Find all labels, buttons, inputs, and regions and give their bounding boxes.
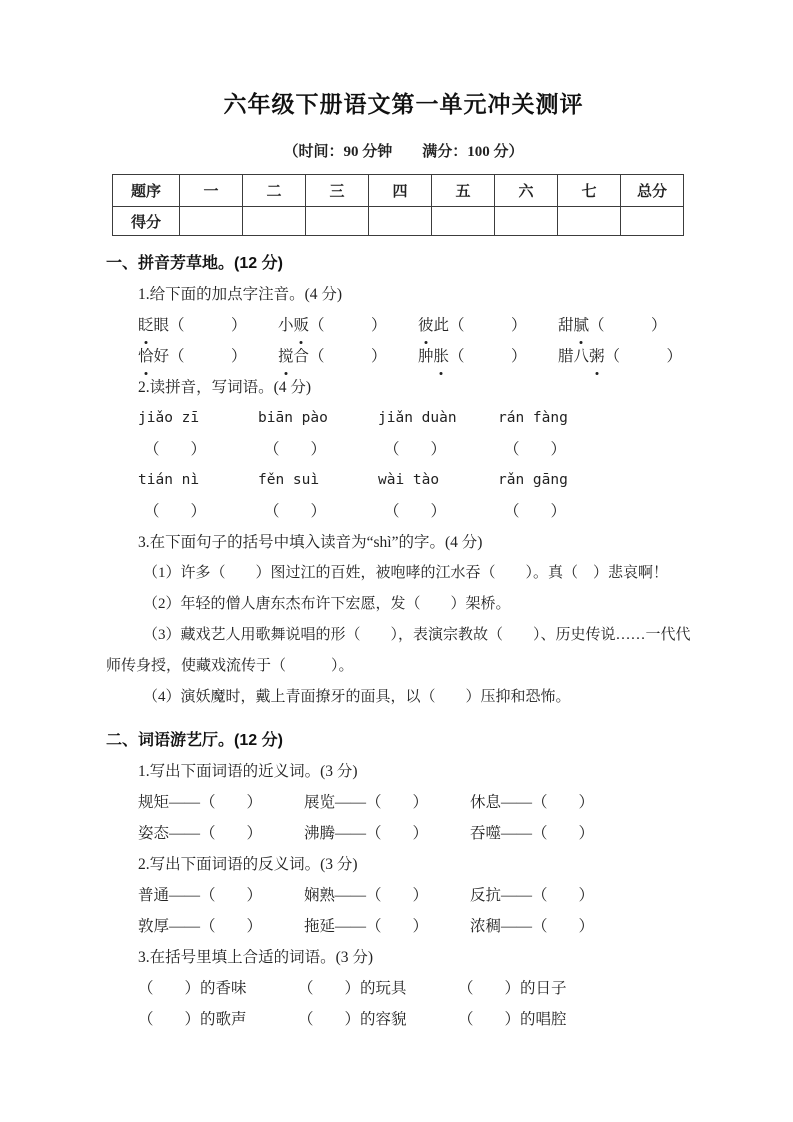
score-table-header-cell: 三 [306, 175, 369, 207]
score-table-header-cell: 五 [432, 175, 495, 207]
fill-word-item: （ ）的香味 [138, 980, 247, 997]
pinyin-row [138, 465, 701, 496]
word-item [418, 341, 558, 372]
page-subtitle: （时间：90 分钟 满分：100 分） [283, 144, 524, 160]
answer-blank: （ ） [169, 348, 247, 365]
answer-blank: （ ） [604, 348, 683, 365]
word-text: 好 [153, 348, 170, 365]
word-item [138, 341, 278, 372]
score-cell [432, 207, 495, 236]
section1-q1-label: 1.给下面的加点字注音。(4 分) [138, 286, 343, 303]
fill-word-item: （ ）的玩具 [298, 980, 407, 997]
fill-word-row [138, 973, 701, 1004]
answer-blank: （ ） [449, 348, 527, 365]
pinyin-blank-row [138, 434, 701, 465]
word-item [278, 341, 418, 372]
word-text: 肿 [418, 348, 434, 365]
score-table [112, 174, 684, 236]
dotted-char: 腻 [574, 310, 590, 341]
dotted-char: 胀 [434, 341, 450, 372]
score-cell [306, 207, 369, 236]
synonym-item: 吞噬——（ ） [470, 825, 595, 842]
fill-word-item: （ ）的唱腔 [458, 1011, 567, 1028]
fill-word-item: （ ）的歌声 [138, 1011, 247, 1028]
answer-blank: （ ） [309, 348, 387, 365]
answer-blank: （ ） [309, 317, 387, 334]
word-text: 小 [278, 317, 294, 334]
answer-blank: （ ） [264, 503, 327, 520]
synonym-item: 沸腾——（ ） [304, 825, 429, 842]
word-text: 合 [293, 348, 310, 365]
fill-word-item: （ ）的容貌 [298, 1011, 407, 1028]
answer-blank: （ ） [504, 503, 567, 520]
synonym-item: 展览——（ ） [304, 794, 429, 811]
word-item [138, 310, 278, 341]
score-cell [621, 207, 684, 236]
dotted-char: 贩 [294, 310, 310, 341]
pinyin-blank-row [138, 496, 701, 527]
score-table-header-cell: 六 [495, 175, 558, 207]
answer-blank: （ ） [384, 503, 447, 520]
pinyin-label: rán fàng [498, 410, 568, 426]
score-cell [495, 207, 558, 236]
antonym-item: 浓稠——（ ） [470, 918, 595, 935]
dotted-char: 眨 [138, 310, 154, 341]
synonym-item: 规矩——（ ） [138, 794, 263, 811]
pinyin-row [138, 403, 701, 434]
antonym-row [138, 911, 701, 942]
word-text: 甜 [558, 317, 574, 334]
word-item [558, 310, 667, 341]
answer-blank: （ ） [144, 503, 207, 520]
answer-blank: （ ） [264, 441, 327, 458]
pinyin-label: biān pào [258, 410, 328, 426]
question-sentence: （4）演妖魔时，戴上青面撩牙的面具，以（ ）压抑和恐怖。 [143, 689, 571, 705]
word-text: 眼 [153, 317, 170, 334]
page-title: 六年级下册语文第一单元冲关测评 [223, 91, 584, 117]
score-table-header-cell: 总分 [621, 175, 684, 207]
pinyin-label: wài tào [378, 472, 440, 488]
dotted-char: 彼 [418, 310, 434, 341]
score-table-header-row [113, 175, 684, 207]
section1-q3-label: 3.在下面句子的括号中填入读音为“shì”的字。(4 分) [138, 534, 483, 551]
dotted-char: 搅 [278, 341, 294, 372]
dotted-char: 恰 [138, 341, 154, 372]
score-table-score-row [113, 207, 684, 236]
fill-word-row [138, 1004, 701, 1035]
question-sentence: （2）年轻的僧人唐东杰布许下宏愿，发（ ）架桥。 [143, 596, 511, 612]
answer-blank: （ ） [169, 317, 247, 334]
word-item [278, 310, 418, 341]
score-row-label: 得分 [113, 207, 180, 236]
antonym-item: 娴熟——（ ） [304, 887, 429, 904]
antonym-item: 拖延——（ ） [304, 918, 429, 935]
section2-q1-label: 1.写出下面词语的近义词。(3 分) [138, 763, 358, 780]
pinyin-label: rǎn gāng [498, 472, 568, 488]
dotted-word-row [138, 310, 701, 341]
pinyin-label: jiǎn duàn [378, 410, 457, 426]
antonym-item: 普通——（ ） [138, 887, 263, 904]
score-table-header-cell: 二 [243, 175, 306, 207]
answer-blank: （ ） [504, 441, 567, 458]
fill-word-item: （ ）的日子 [458, 980, 567, 997]
question-sentence: （3）藏戏艺人用歌舞说唱的形（ ），表演宗教故（ ）、历史传说……一代代师传身授，使藏戏流传于（ ）。 [106, 627, 691, 674]
antonym-row [138, 880, 701, 911]
synonym-row [138, 818, 701, 849]
synonym-item: 姿态——（ ） [138, 825, 263, 842]
answer-blank: （ ） [384, 441, 447, 458]
synonym-item: 休息——（ ） [470, 794, 595, 811]
synonym-row [138, 787, 701, 818]
answer-blank: （ ） [589, 317, 667, 334]
score-table-header-cell: 题序 [113, 175, 180, 207]
section-2-heading: 二、词语游艺厅。(12 分) [106, 732, 283, 749]
score-cell [369, 207, 432, 236]
word-text: 腊八 [558, 348, 590, 365]
pinyin-label: tián nì [138, 472, 200, 488]
answer-blank: （ ） [449, 317, 527, 334]
question-sentence: （1）许多（ ）图过江的百姓，被咆哮的江水吞（ ）。真（ ）悲哀啊！ [143, 565, 669, 581]
word-item [418, 310, 558, 341]
antonym-item: 敦厚——（ ） [138, 918, 263, 935]
dotted-char: 粥 [589, 341, 605, 372]
score-cell [243, 207, 306, 236]
section1-q2-label: 2.读拼音，写词语。(4 分) [138, 379, 312, 396]
score-table-header-cell: 四 [369, 175, 432, 207]
dotted-word-row [138, 341, 701, 372]
score-table-header-cell: 一 [180, 175, 243, 207]
score-table-header-cell: 七 [558, 175, 621, 207]
pinyin-label: fěn suì [258, 472, 320, 488]
word-text: 此 [433, 317, 450, 334]
section2-q2-label: 2.写出下面词语的反义词。(3 分) [138, 856, 358, 873]
pinyin-label: jiǎo zī [138, 410, 200, 426]
antonym-item: 反抗——（ ） [470, 887, 595, 904]
score-cell [180, 207, 243, 236]
section2-q3-label: 3.在括号里填上合适的词语。(3 分) [138, 949, 374, 966]
section-1-heading: 一、拼音芳草地。(12 分) [106, 255, 283, 272]
answer-blank: （ ） [144, 441, 207, 458]
word-item [558, 341, 682, 372]
score-cell [558, 207, 621, 236]
